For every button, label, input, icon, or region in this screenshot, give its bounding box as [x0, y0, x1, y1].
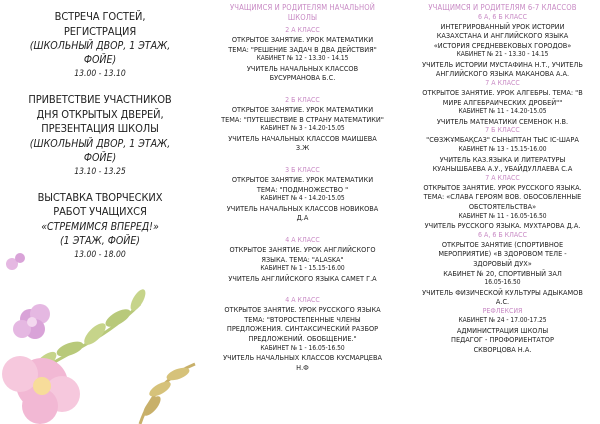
lesson-line: УЧИТЕЛЬ МАТЕМАТИКИ СЕМЕНОК Н.В. — [436, 116, 569, 126]
section-header-line: УЧАЩИМСЯ И РОДИТЕЛЯМ 6-7 КЛАССОВ — [428, 3, 577, 12]
event-title-line: РАБОТ УЧАЩИХСЯ — [53, 205, 147, 218]
lesson-line: ТЕМА: «СЛАВА ГЕРОЯМ ВОВ. ОБОСОБЛЕННЫЕ — [423, 192, 582, 202]
lesson-line: ИНТЕГРИРОВАННЫЙ УРОК ИСТОРИИ — [440, 21, 565, 31]
event-location-line: «СТРЕМИМСЯ ВПЕРЕД!» — [41, 220, 159, 233]
lesson-line: УЧИТЕЛЬ НАЧАЛЬНЫХ КЛАССОВ МАИШЕВА — [228, 133, 377, 143]
lesson-line: ТЕМА: "РЕШЕНИЕ ЗАДАЧ В ДВА ДЕЙСТВИЯ" — [228, 44, 377, 54]
class-label: 6 А, 6 Б КЛАСС — [478, 230, 527, 239]
lesson-line: БУСУРМАНОВА Б.С. — [269, 73, 336, 83]
lesson-line: СКВОРЦОВА Н.А. — [473, 344, 532, 354]
class-label: 7 Б КЛАСС — [485, 126, 520, 135]
event-title-line: ДНЯ ОТКРЫТЫХ ДВЕРЕЙ, — [36, 107, 164, 121]
class-label: 2 Б КЛАСС — [285, 95, 320, 104]
event-location-line: (ШКОЛЬНЫЙ ДВОР, 1 ЭТАЖ, — [29, 40, 171, 52]
event-location-line: (1 ЭТАЖ, ФОЙЕ) — [60, 234, 140, 247]
lesson-block — [405, 307, 600, 354]
lesson-room-time: КАБИНЕТ № 24 - 17.00-17.25 — [458, 315, 547, 324]
event-title-line: ПРИВЕТСТВИЕ УЧАСТНИКОВ — [28, 93, 172, 106]
lesson-room-time: КАБИНЕТ № 4 - 14.20-15.05 — [260, 194, 345, 203]
schedule-left-column — [0, 0, 200, 261]
section-header — [405, 3, 600, 13]
lesson-line: ЯЗЫКА. ТЕМА: "ALASKA" — [261, 254, 344, 264]
lesson-line: КУАНЫШБАЕВА А.У., УБАЙДУЛЛАЕВА С.А — [432, 164, 573, 174]
lesson-line: АНГЛИЙСКОГО ЯЗЫКА МАКАНОВА А.А. — [435, 69, 570, 79]
class-label: 4 А КЛАСС — [285, 296, 320, 305]
lilac-flower-icon — [6, 253, 50, 339]
lesson-line: УЧИТЕЛЬ ИСТОРИИ МУСТАФИНА Н.Т., УЧИТЕЛЬ — [422, 59, 583, 69]
lesson-line: ОТКРЫТОЕ ЗАНЯТИЕ. УРОК АЛГЕБРЫ. ТЕМА: "В — [422, 88, 583, 98]
lesson-block — [200, 96, 405, 153]
class-label: 4 А КЛАСС — [285, 235, 320, 244]
lesson-room-time: КАБИНЕТ № 1 - 16.05-16.50 — [260, 343, 345, 352]
section-header-line: ШКОЛЫ — [287, 12, 318, 22]
lesson-line: Д.А — [296, 213, 309, 223]
lesson-line: МИРЕ АЛГЕБРАИЧЕСКИХ ДРОБЕЙ"" — [442, 97, 563, 107]
pink-flower-icon — [2, 356, 80, 424]
event-location-line: (ШКОЛЬНЫЙ ДВОР, 1 ЭТАЖ, — [29, 137, 171, 150]
lesson-line: "СӨЗЖҰМБАҚСАЗ" СЫНЫПТАН ТЫС ІС-ШАРА — [426, 135, 579, 145]
event-time: 13.10 - 13.25 — [74, 166, 126, 177]
lesson-line: КАБИНЕТ № 20, СПОРТИВНЫЙ ЗАЛ — [443, 268, 562, 278]
class-label: 2 А КЛАСС — [285, 26, 320, 34]
section-header — [200, 3, 405, 22]
lesson-line: Н.Ф — [296, 362, 309, 372]
lesson-line: КАЗАХСТАНА И АНГЛИЙСКОГО ЯЗЫКА — [436, 31, 569, 41]
class-label: 6 А, 6 Б КЛАСС — [478, 12, 527, 21]
schedule-middle-school-column — [405, 0, 600, 354]
lesson-block — [200, 236, 405, 283]
event-title-line: РЕГИСТРАЦИЯ — [63, 24, 137, 38]
event-greeting — [0, 10, 200, 80]
event-time: 13.00 - 13.10 — [74, 69, 126, 79]
lesson-line: ОТКРЫТОЕ ЗАНЯТИЕ (СПОРТИВНОЕ — [441, 239, 564, 249]
event-time: 13.00 - 18.00 — [74, 249, 126, 260]
lesson-line: ОТКРЫТОЕ ЗАНЯТИЕ. УРОК МАТЕМАТИКИ — [231, 35, 374, 44]
section-header-line: УЧАЩИМСЯ И РОДИТЕЛЯМ НАЧАЛЬНОЙ — [230, 3, 375, 12]
lesson-block — [200, 296, 405, 372]
lesson-line: ОТКРЫТОЕ ЗАНЯТИЕ. УРОК МАТЕМАТИКИ — [231, 174, 374, 184]
lesson-line: ТЕМА: "ПОДМНОЖЕСТВО " — [256, 184, 349, 194]
lesson-line: ПРЕДЛОЖЕНИЙ. ОБОБЩЕНИЕ." — [248, 334, 357, 344]
lesson-line: УЧИТЕЛЬ ФИЗИЧЕСКОЙ КУЛЬТУРЫ АДЫКАМОВ — [422, 287, 583, 297]
lesson-room-time: КАБИНЕТ № 3 - 14.20-15.05 — [260, 124, 345, 133]
lesson-room-time: КАБИНЕТ № 11 - 14.20-15.05 — [458, 107, 547, 116]
lesson-room-time: КАБИНЕТ № 21 - 13.30 - 14.15 — [456, 50, 549, 59]
lesson-block — [200, 26, 405, 83]
schedule-primary-column — [200, 0, 405, 372]
lesson-line: ОТКРЫТОЕ ЗАНЯТИЕ. УРОК РУССКОГО ЯЗЫКА. — [423, 182, 582, 192]
lesson-room-time: КАБИНЕТ № 13 - 15.15-16.00 — [458, 145, 547, 154]
class-label: 7 А КЛАСС — [485, 173, 520, 182]
event-title-line: ПРЕЗЕНТАЦИЯ ШКОЛЫ — [41, 122, 159, 135]
lesson-room-time: КАБИНЕТ № 1 - 15.15-16.00 — [260, 264, 345, 273]
lesson-line: З.Ж — [295, 143, 310, 153]
lesson-line: УЧИТЕЛЬ КАЗ.ЯЗЫКА И ЛИТЕРАТУРЫ — [439, 154, 566, 164]
class-label: 3 Б КЛАСС — [285, 165, 320, 174]
lesson-block — [200, 166, 405, 223]
lesson-line: УЧИТЕЛЬ АНГЛИЙСКОГО ЯЗЫКА САМЕТ Г.А — [228, 273, 377, 283]
lesson-block — [405, 79, 600, 126]
event-location-line: ФОЙЕ) — [83, 54, 117, 66]
lesson-line: ПРЕДЛОЖЕНИЯ. СИНТАКСИЧЕСКИЙ РАЗБОР — [226, 324, 379, 334]
lesson-room-time: КАБИНЕТ № 12 - 13.30 - 14.15 — [256, 54, 349, 63]
lesson-line: АДМИНИСТРАЦИЯ ШКОЛЫ — [456, 325, 549, 335]
lesson-line: А.С. — [495, 297, 510, 307]
lesson-line: ПЕДАГОГ - ПРОФОРИЕНТАТОР — [451, 335, 554, 345]
lesson-line: ОБСТОЯТЕЛЬСТВА» — [468, 202, 537, 211]
floral-decoration — [0, 234, 200, 424]
lesson-line: УЧИТЕЛЬ РУССКОГО ЯЗЫКА. МУХТАРОВА Д.А. — [424, 221, 581, 231]
lesson-line: МЕРОПРИЯТИЕ) «В ЗДОРОВОМ ТЕЛЕ - — [438, 249, 567, 259]
lesson-room-time: КАБИНЕТ № 11 - 16.05-16.50 — [458, 211, 547, 220]
class-label: РЕФЛЕКСИЯ — [482, 306, 523, 315]
lesson-line: «ИСТОРИЯ СРЕДНЕВЕКОВЫХ ГОРОДОВ» — [433, 40, 572, 50]
lesson-block — [405, 231, 600, 307]
lesson-line: ТЕМА: "ВТОРОСТЕПЕННЫЕ ЧЛЕНЫ — [244, 314, 361, 324]
class-label: 7 А КЛАСС — [485, 79, 520, 88]
event-title-line: ВЫСТАВКА ТВОРЧЕСКИХ — [37, 190, 163, 204]
lesson-line: УЧИТЕЛЬ НАЧАЛЬНЫХ КЛАССОВ КУСМАРЦЕВА — [223, 353, 382, 363]
lesson-block — [405, 13, 600, 80]
lesson-line: ОТКРЫТОЕ ЗАНЯТИЕ. УРОК АНГЛИЙСКОГО — [229, 244, 376, 254]
lesson-block — [405, 126, 600, 173]
lesson-line: ОТКРЫТОЕ ЗАНЯТИЕ. УРОК РУССКОГО ЯЗЫКА — [224, 305, 381, 315]
lesson-block — [405, 174, 600, 231]
event-location-line: ФОЙЕ) — [83, 151, 117, 164]
event-title-line: ВСТРЕЧА ГОСТЕЙ, — [54, 10, 146, 23]
lesson-line: ЗДОРОВЫЙ ДУХ» — [473, 258, 532, 268]
lesson-line: УЧИТЕЛЬ НАЧАЛЬНЫХ КЛАССОВ — [246, 63, 359, 73]
lesson-room-time: 16.05-16.50 — [484, 278, 521, 287]
lesson-line: ОТКРЫТОЕ ЗАНЯТИЕ. УРОК МАТЕМАТИКИ — [231, 104, 374, 114]
lesson-line: УЧИТЕЛЬ НАЧАЛЬНЫХ КЛАССОВ НОВИКОВА — [226, 203, 379, 213]
event-welcome — [0, 93, 200, 178]
lesson-line: ТЕМА: "ПУТЕШЕСТВИЕ В СТРАНУ МАТЕМАТИКИ" — [221, 114, 384, 124]
